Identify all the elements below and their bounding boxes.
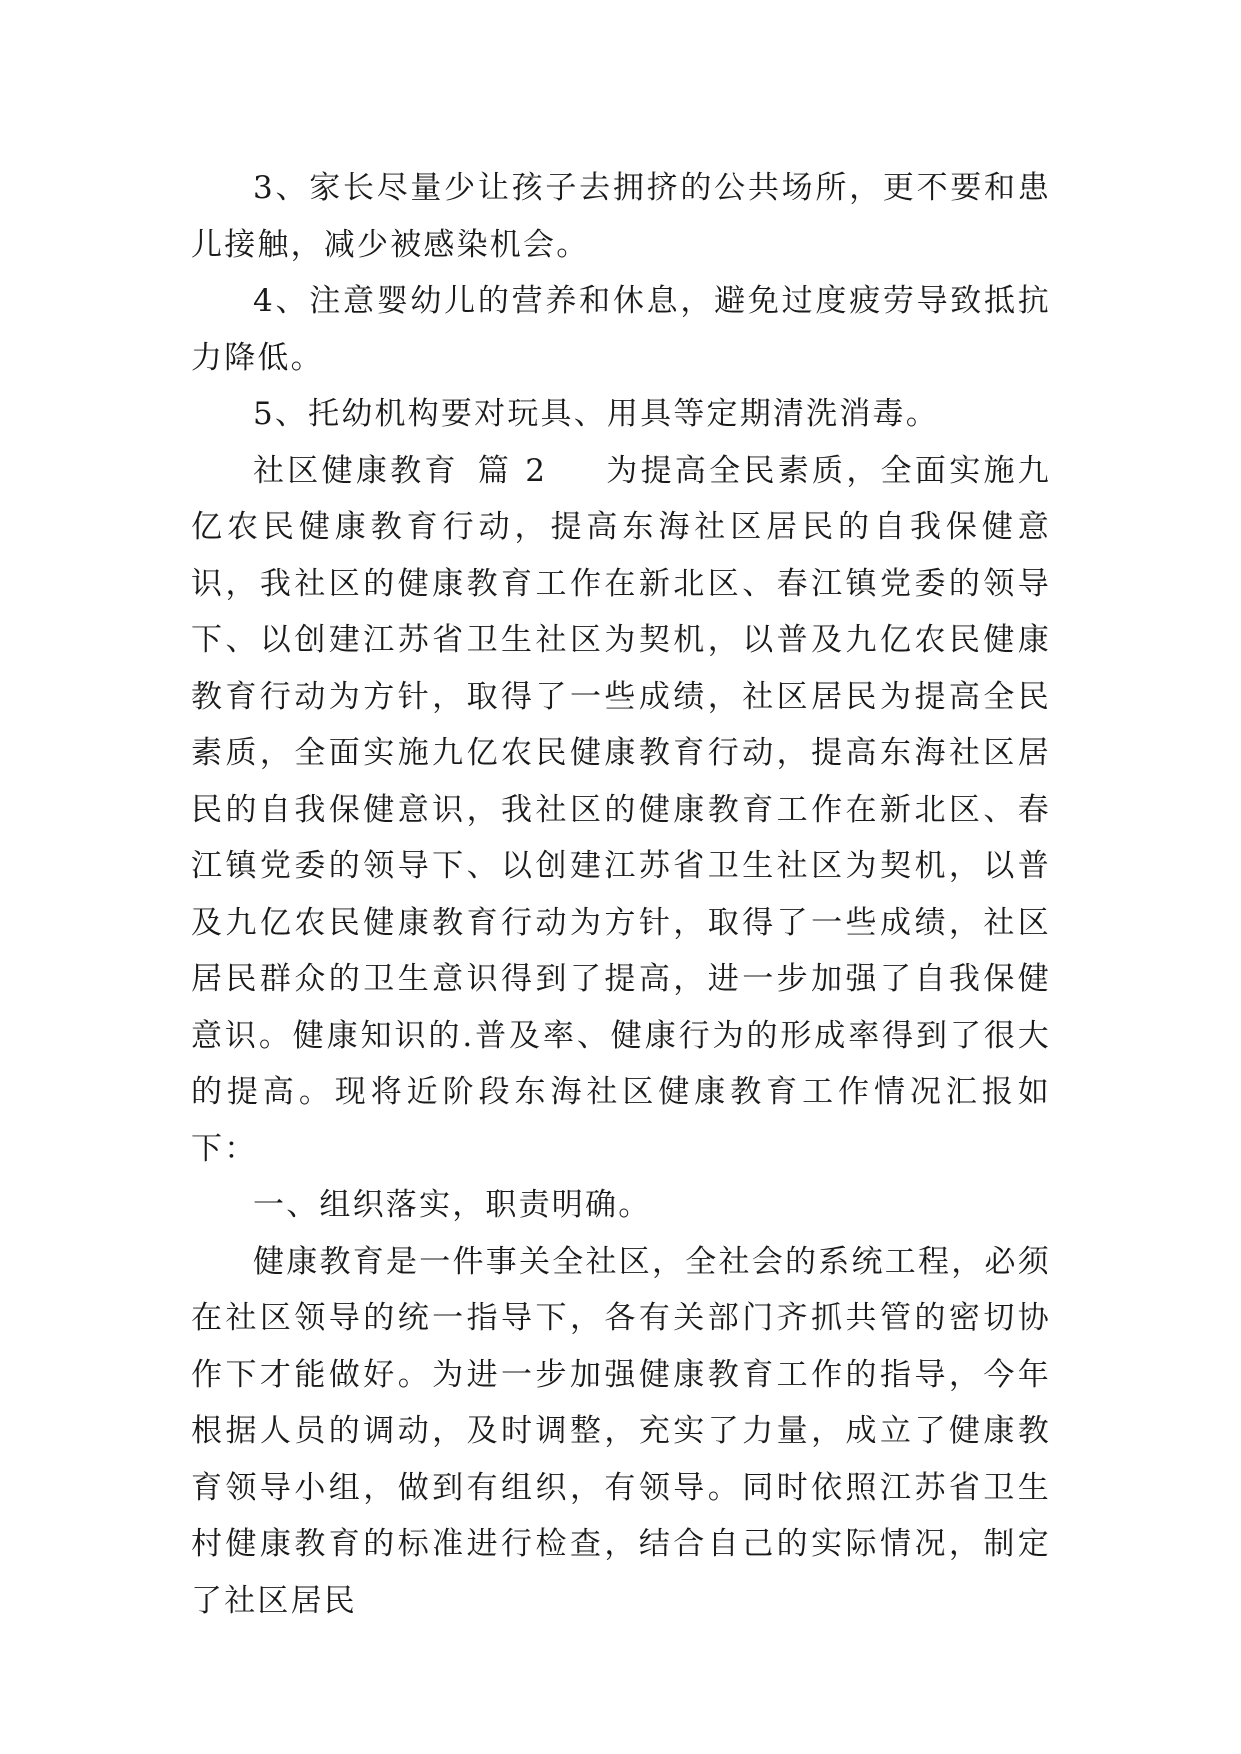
paragraph-item-3: 3、家长尽量少让孩子去拥挤的公共场所，更不要和患儿接触，减少被感染机会。: [191, 170, 1051, 263]
paragraph-item-4: 4、注意婴幼儿的营养和休息，避免过度疲劳导致抵抗力降低。: [191, 283, 1051, 376]
paragraph-section-1-body: 健康教育是一件事关全社区，全社会的系统工程，必须在社区领导的统一指导下，各有关部门齐抓共管的密切协作下才能做好。为进一步加强健康教育工作的指导，今年根据人员的调动，及时调整，充实了力量，成立了健康教育领导小组，做到有组织，有领导。同时依照江苏省卫生村健康教育的标准进行检查，结合自己的实际情况，制定了社区居民: [191, 1243, 1051, 1619]
article-intro-text: 为提高全民素质，全面实施九亿农民健康教育行动，提高东海社区居民的自我保健意识，我社区的健康教育工作在新北区、春江镇党委的领导下、以创建江苏省卫生社区为契机，以普及九亿农民健康教育行动为方针，取得了一些成绩，社区居民为提高全民素质，全面实施九亿农民健康教育行动，提高东海社区居民的自我保健意识，我社区的健康教育工作在新北区、春江镇党委的领导下、以创建江苏省卫生社区为契机，以普及九亿农民健康教育行动为方针，取得了一些成绩，社区居民群众的卫生意识得到了提高，进一步加强了自我保健意识。健康知识的.普及率、健康行为的形成率得到了很大的提高。现将近阶段东海社区健康教育工作情况汇报如下：: [191, 452, 1051, 1167]
document-body: [191, 160, 1051, 1629]
paragraph-article-2: [191, 443, 1051, 1178]
section-heading-1: 一、组织落实，职责明确。: [253, 1187, 652, 1223]
paragraph-item-5: 5、托幼机构要对玩具、用具等定期清洗消毒。: [253, 396, 939, 432]
article-part-label: 篇 2: [476, 452, 548, 489]
article-title: 社区健康教育: [253, 452, 459, 489]
